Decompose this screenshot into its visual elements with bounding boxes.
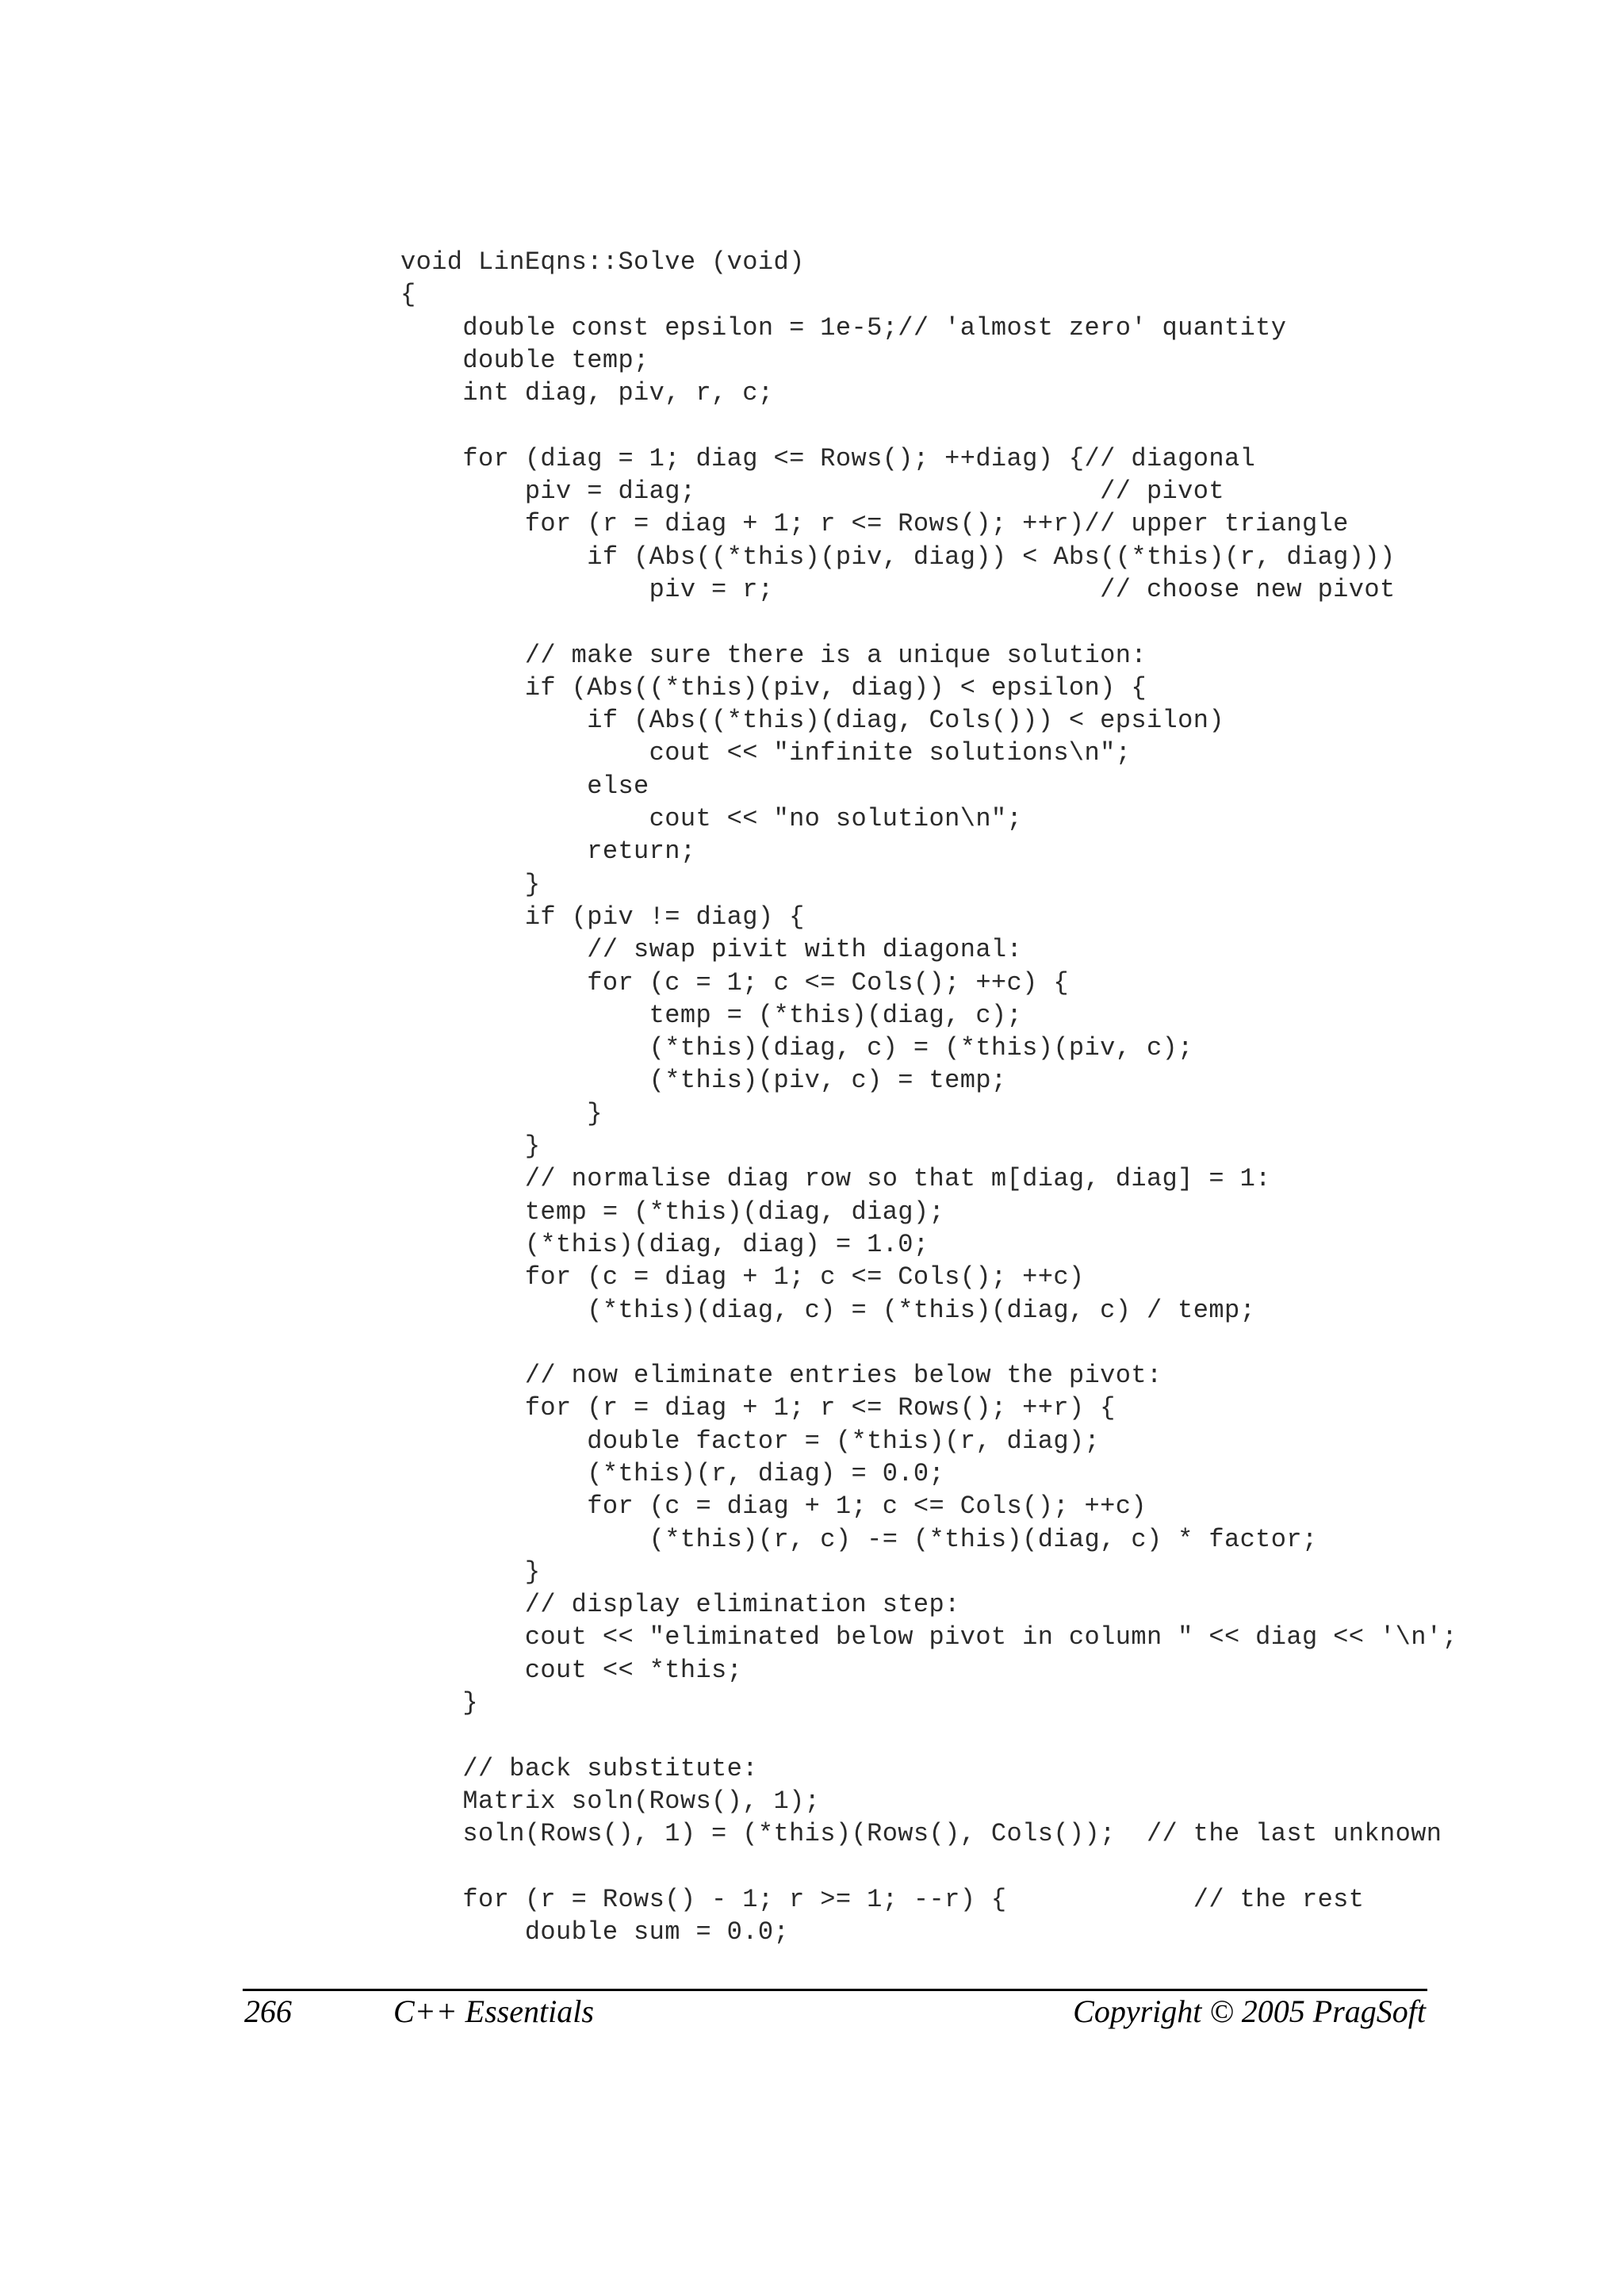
code-line: double sum = 0.0; — [400, 1917, 790, 1947]
code-line: (*this)(diag, c) = (*this)(diag, c) / temp; — [400, 1295, 1256, 1325]
code-line: } — [400, 1098, 603, 1128]
code-line: } — [400, 1132, 541, 1162]
code-line: (*this)(r, c) -= (*this)(diag, c) * factor; — [400, 1524, 1318, 1554]
code-line: } — [400, 1557, 541, 1587]
footer-divider — [243, 1989, 1427, 1991]
code-line: cout << "eliminated below pivot in column " << diag << '\n'; — [400, 1622, 1458, 1653]
code-line: { — [400, 280, 416, 310]
code-line: for (r = diag + 1; r <= Rows(); ++r)// upper triangle — [400, 509, 1349, 539]
code-line — [400, 606, 1590, 638]
code-line: Matrix soln(Rows(), 1); — [400, 1786, 821, 1816]
code-line: temp = (*this)(diag, diag); — [400, 1197, 945, 1227]
code-line: for (c = diag + 1; c <= Cols(); ++c) — [400, 1262, 1085, 1293]
copyright-notice: Copyright © 2005 PragSoft — [1073, 1993, 1426, 2029]
code-line: cout << "infinite solutions\n"; — [400, 738, 1132, 768]
code-line — [400, 1851, 1590, 1883]
code-line: if (piv != diag) { — [400, 902, 805, 932]
code-line: double temp; — [400, 345, 649, 375]
code-line: int diag, piv, r, c; — [400, 378, 774, 408]
book-title: C++ Essentials — [393, 1993, 594, 2029]
code-line: // normalise diag row so that m[diag, diag] = 1: — [400, 1164, 1271, 1194]
code-line: return; — [400, 837, 696, 867]
code-line: cout << *this; — [400, 1655, 743, 1685]
page-number: 266 — [244, 1993, 292, 2029]
code-line: cout << "no solution\n"; — [400, 804, 1023, 834]
code-line: (*this)(diag, diag) = 1.0; — [400, 1229, 929, 1259]
code-line: void LinEqns::Solve (void) — [400, 247, 805, 277]
code-line: for (r = Rows() - 1; r >= 1; --r) { // the rest — [400, 1884, 1365, 1914]
code-line: (*this)(r, diag) = 0.0; — [400, 1458, 945, 1488]
code-line: soln(Rows(), 1) = (*this)(Rows(), Cols()); // the last unknown — [400, 1819, 1442, 1849]
code-line: // now eliminate entries below the pivot: — [400, 1361, 1162, 1391]
code-line: } — [400, 1688, 479, 1718]
code-line: double const epsilon = 1e-5;// 'almost zero' quantity — [400, 312, 1287, 343]
code-line: if (Abs((*this)(diag, Cols())) < epsilon) — [400, 706, 1224, 736]
code-line: for (c = 1; c <= Cols(); ++c) { — [400, 967, 1069, 998]
code-line — [400, 409, 1590, 442]
code-line: for (c = diag + 1; c <= Cols(); ++c) — [400, 1492, 1147, 1522]
code-line: } — [400, 869, 541, 899]
code-line: // make sure there is a unique solution: — [400, 640, 1147, 670]
code-line: // swap pivit with diagonal: — [400, 935, 1023, 965]
code-line: for (r = diag + 1; r <= Rows(); ++r) { — [400, 1393, 1116, 1423]
code-line — [400, 1327, 1590, 1359]
code-line: // back substitute: — [400, 1753, 758, 1783]
code-line: double factor = (*this)(r, diag); — [400, 1426, 1101, 1456]
code-line: temp = (*this)(diag, c); — [400, 1000, 1023, 1030]
code-line: for (diag = 1; diag <= Rows(); ++diag) {// diagonal — [400, 443, 1256, 473]
code-line: if (Abs((*this)(piv, diag)) < Abs((*this)(r, diag))) — [400, 542, 1396, 572]
code-line: (*this)(piv, c) = temp; — [400, 1066, 1007, 1096]
code-line — [400, 1719, 1590, 1752]
code-line: else — [400, 771, 649, 801]
code-line: (*this)(diag, c) = (*this)(piv, c); — [400, 1033, 1193, 1063]
code-line: piv = diag; // pivot — [400, 477, 1224, 507]
code-line: // display elimination step: — [400, 1590, 960, 1620]
code-listing — [400, 246, 1590, 1948]
code-line: piv = r; // choose new pivot — [400, 574, 1396, 604]
code-line: if (Abs((*this)(piv, diag)) < epsilon) { — [400, 672, 1147, 703]
